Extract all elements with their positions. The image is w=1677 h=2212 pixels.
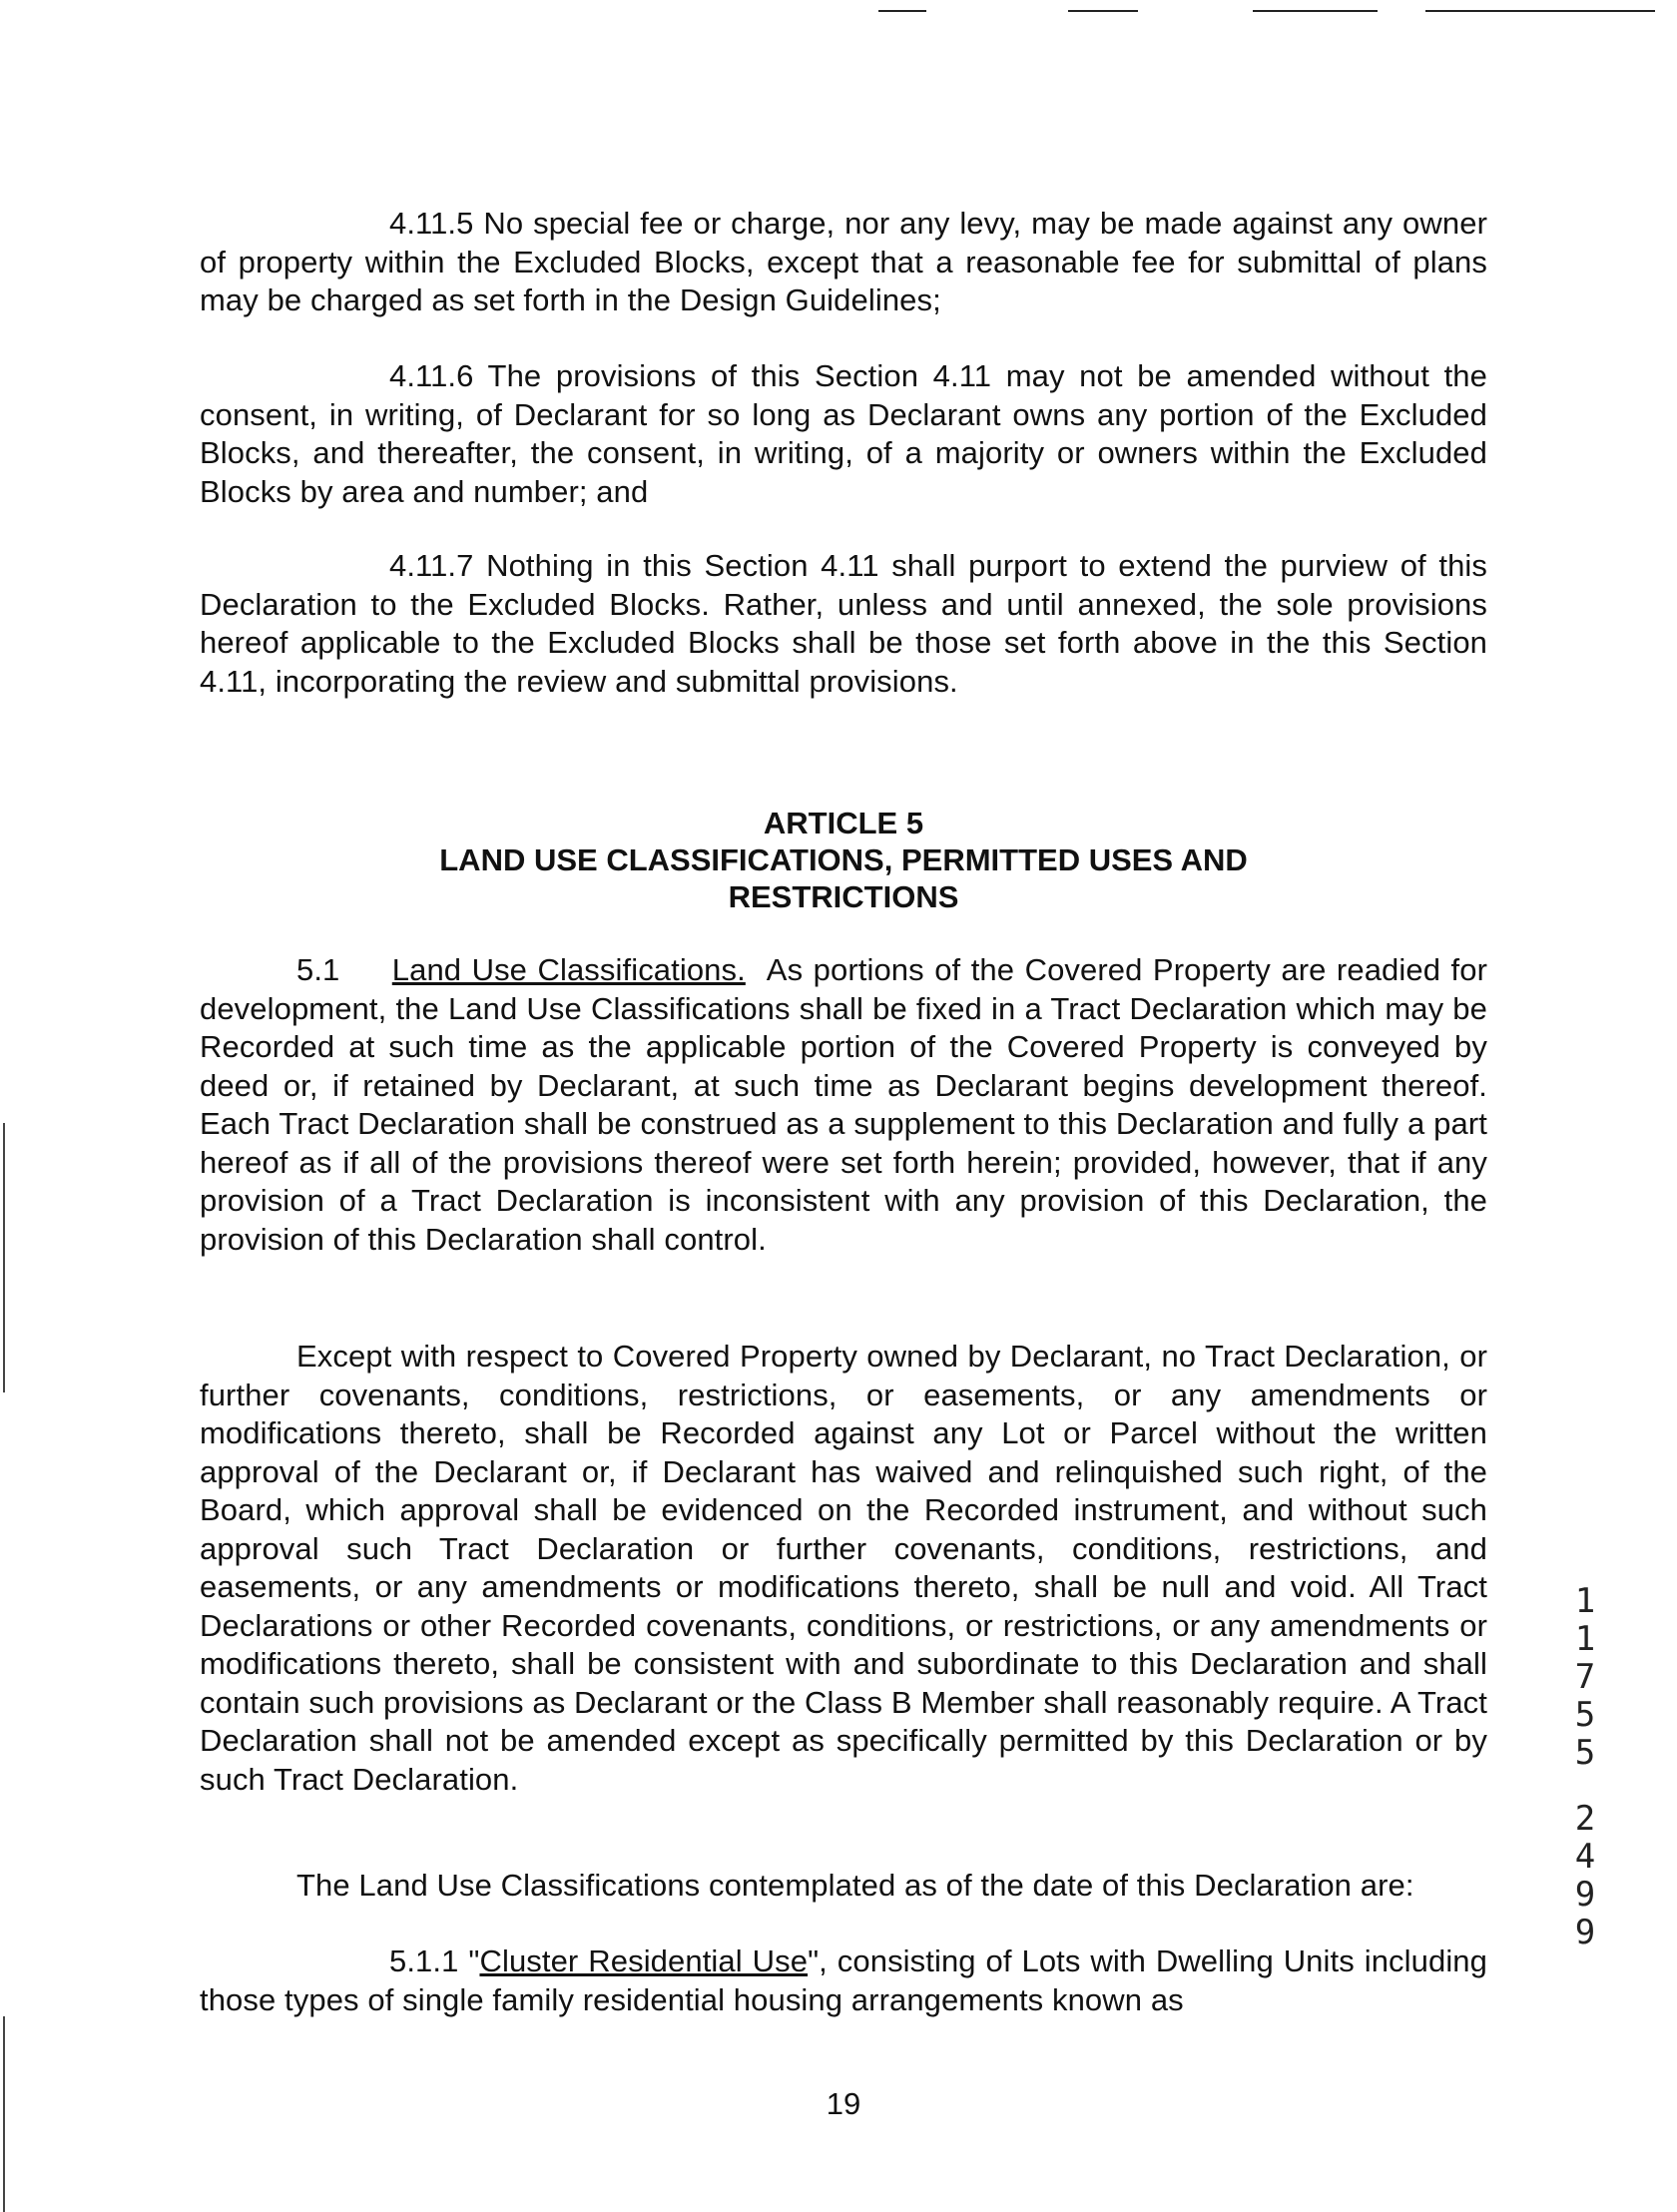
section-text: As portions of the Covered Property are readied for development, the Land Use Classifications shall be fixed in a Tract Declaration which may be Recorded at such time as the applicable portion of the Covered Property is conveyed by deed or, if retained by Declarant, at such time as Declarant begins development thereof. Each Tract Declaration shall be construed as a supplement to this Declaration and fully a part hereof as if all of the provisions thereof were set forth herein; provided, however, that if any provision of a Tract Declaration is inconsistent with any provision of this Declaration, the provision of this Declaration shall control. bbox=[200, 952, 1487, 1257]
paragraph-4-11-6: 4.11.6 The provisions of this Section 4.11 may not be amended without the consent, in writing, of Declarant for so long as Declarant owns any portion of the Excluded Blocks, and thereafter, the consent, in writing, of a majority or owners within the Excluded Blocks by area and number; and bbox=[200, 358, 1487, 509]
stamp-digit: 1 bbox=[1574, 1619, 1596, 1659]
section-5-1-1 bbox=[200, 1942, 1487, 2019]
close-quote: ", bbox=[808, 1943, 828, 1978]
scan-artifact-rule bbox=[878, 10, 926, 12]
stamp-digit: 5 bbox=[1574, 1733, 1596, 1773]
subsection-term: Cluster Residential Use bbox=[479, 1943, 809, 1978]
paragraph-except: Except with respect to Covered Property owned by Declarant, no Tract Declaration, or further covenants, conditions, restrictions, or easements, or any amendments or modifications thereto, shall be Recorded against any Lot or Parcel without the written approval of the Declarant or, if Declarant has waived and relinquished such right, of the Board, which approval shall be evidenced on the Recorded instrument, and without such approval such Tract Declaration or further covenants, conditions, restrictions, and easements, or any amendments or modifications thereto, shall be null and void. All Tract Declarations or other Recorded covenants, conditions, or restrictions, or any amendments or modifications thereto, shall be consistent with and subordinate to this Declaration and shall contain such provisions as Declarant or the Class B Member shall reasonably require. A Tract Declaration shall not be amended except as specifically permitted by this Declaration or by such Tract Declaration. bbox=[200, 1339, 1487, 1797]
subsection-number: 5.1.1 bbox=[389, 1943, 459, 1978]
paragraph-4-11-7: 4.11.7 Nothing in this Section 4.11 shall purport to extend the purview of this Declaration to the Excluded Blocks. Rather, unless and until annexed, the sole provisions hereof applicable to the Excluded Blocks shall be those set forth above in the this Section 4.11, incorporating the review and submittal provisions. bbox=[200, 548, 1487, 699]
subsection-text: consisting of Lots with Dwelling Units including those types of single family residential housing arrangements known as bbox=[200, 1943, 1487, 2017]
paragraph-classifications-intro: The Land Use Classifications contemplated as of the date of this Declaration are: bbox=[296, 1868, 1414, 1903]
article-title-line2: RESTRICTIONS bbox=[728, 879, 959, 914]
paragraph-4-11-5: 4.11.5 No special fee or charge, nor any levy, may be made against any owner of property within the Excluded Blocks, except that a reasonable fee for submittal of plans may be charged as set forth in the Design Guidelines; bbox=[200, 206, 1487, 317]
scan-artifact-rule bbox=[1068, 10, 1138, 12]
scan-artifact-margin-line bbox=[3, 1123, 5, 1392]
open-quote: " bbox=[468, 1943, 480, 1978]
article-title-line1: LAND USE CLASSIFICATIONS, PERMITTED USES AND bbox=[439, 842, 1248, 877]
stamp-digit: 7 bbox=[1574, 1657, 1596, 1697]
stamp-digit: 1 bbox=[1574, 1581, 1596, 1621]
stamp-digit: 5 bbox=[1574, 1695, 1596, 1735]
section-heading: Land Use Classifications. bbox=[391, 952, 746, 987]
scan-artifact-rule bbox=[1425, 10, 1655, 12]
stamp-gap bbox=[1565, 1772, 1605, 1800]
stamp-digit: 9 bbox=[1574, 1875, 1596, 1915]
scan-artifact-margin-line bbox=[3, 2016, 5, 2212]
stamp-digit: 4 bbox=[1574, 1837, 1596, 1877]
section-5-1 bbox=[200, 951, 1487, 1259]
recording-stamp bbox=[1565, 1582, 1605, 1951]
page-number: 19 bbox=[826, 2086, 861, 2121]
article-number: ARTICLE 5 bbox=[763, 806, 924, 840]
stamp-digit: 9 bbox=[1574, 1913, 1596, 1952]
section-number: 5.1 bbox=[296, 952, 340, 987]
stamp-digit: 2 bbox=[1574, 1799, 1596, 1839]
scan-artifact-rule bbox=[1253, 10, 1378, 12]
